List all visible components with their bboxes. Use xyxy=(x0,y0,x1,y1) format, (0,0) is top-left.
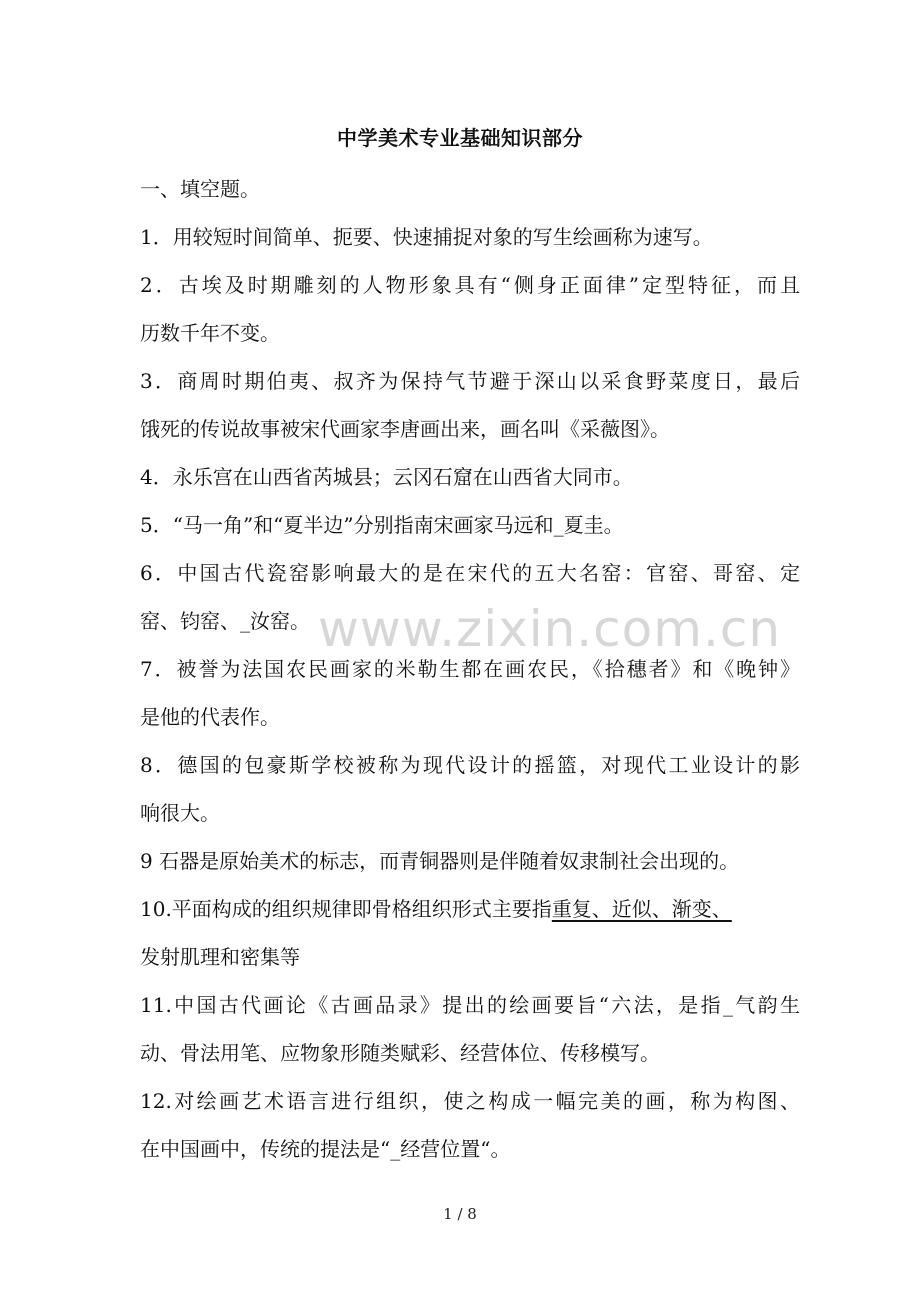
text-segment: 10.平面构成的组织规律即骨格组织形式主要指 xyxy=(140,897,552,921)
text-line: 7．被誉为法国农民画家的米勒生都在画农民，《拾穗者》和《晚钟》 xyxy=(140,657,800,681)
text-line: 4．永乐宫在山西省芮城县；云冈石窟在山西省大同市。 xyxy=(140,465,633,489)
text-line: 动、骨法用笔、应物象形随类赋彩、经营体位、传移模写。 xyxy=(140,1041,660,1065)
text-line: 12.对绘画艺术语言进行组织，使之构成一幅完美的画，称为构图、 xyxy=(140,1089,800,1113)
text-line: 3．商周时期伯夷、叔齐为保持气节避于深山以采食野菜度日，最后 xyxy=(140,369,800,393)
text-line: 发射肌理和密集等 xyxy=(140,945,300,969)
text-line xyxy=(140,894,800,924)
document-title: 中学美术专业基础知识部分 xyxy=(337,126,583,150)
text-line: 是他的代表作。 xyxy=(140,705,280,729)
text-line: 11.中国古代画论《古画品录》提出的绘画要旨“六法，是指_气韵生 xyxy=(140,993,800,1017)
text-line: 9 石器是原始美术的标志，而青铜器则是伴随着奴隶制社会出现的。 xyxy=(140,849,740,873)
watermark: www.zixin.com.cn xyxy=(318,600,782,658)
text-line: 1．用较短时间简单、扼要、快速捕捉对象的写生绘画称为速写。 xyxy=(140,225,713,249)
text-line: 响很大。 xyxy=(140,801,220,825)
text-line: 饿死的传说故事被宋代画家李唐画出来，画名叫《采薇图》。 xyxy=(140,417,670,441)
text-line: 在中国画中，传统的提法是“_经营位置“。 xyxy=(140,1137,511,1161)
text-line: 历数千年不变。 xyxy=(140,321,280,345)
text-line: 8．德国的包豪斯学校被称为现代设计的摇篮，对现代工业设计的影 xyxy=(140,753,800,777)
text-line: 窑、钧窑、_汝窑。 xyxy=(140,609,310,633)
text-line: 6．中国古代瓷窑影响最大的是在宋代的五大名窑：官窑、哥窑、定 xyxy=(140,561,800,585)
section-heading: 一、填空题。 xyxy=(140,177,260,201)
underlined-answer: 重复、近似、渐变、 xyxy=(551,897,732,921)
text-line: 2．古埃及时期雕刻的人物形象具有“侧身正面律”定型特征，而且 xyxy=(140,273,800,297)
text-line: 5．“马一角”和“夏半边”分别指南宋画家马远和_夏圭。 xyxy=(140,513,624,537)
page-number: 1 / 8 xyxy=(443,1205,477,1223)
